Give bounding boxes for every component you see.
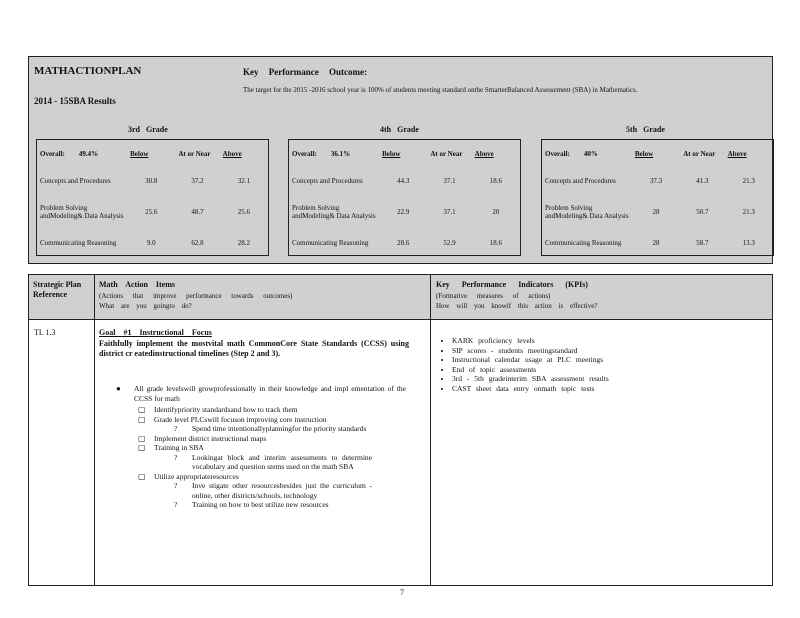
header-action-items: Math Action Items [99, 280, 175, 289]
value-cell: 37.1 [443, 177, 456, 185]
value-cell: 20 [492, 208, 500, 216]
circle-bullet-icon: ▢ [138, 433, 146, 443]
goal-text: Faithfully implement the mostvital math CommonCore State Standards (CCSS) using district cr eatedinstructional timelines (Step 2 and 3). [99, 339, 409, 358]
goal-title: Goal #1 Instructional Focus [99, 328, 212, 337]
bullet-dot-icon: ● [116, 384, 121, 393]
kpi-item: • SIP scores - students meetingstandard [452, 346, 740, 356]
header-action-sub2: What are you goingto do? [99, 302, 192, 310]
action-subitem-text: Inve stigate other resourcesbesides just the curriculum - online, other districts/schools, technology [192, 481, 372, 500]
column-header: At or Near [683, 150, 716, 158]
row-label: Communicating Reasoning [292, 239, 369, 247]
table-row [37, 230, 268, 256]
value-cell: 25.6 [237, 208, 250, 216]
table-row [37, 168, 268, 194]
circle-bullet-icon: ▢ [138, 414, 146, 424]
overall-cell [37, 140, 127, 168]
value-cell: 28.6 [397, 239, 410, 247]
page-number: 7 [400, 588, 404, 597]
action-subitem-text: Spend time intentionallyplanningfor the priority standards [192, 424, 367, 433]
header-kpi-sub2: How will you knowif this action is effective? [436, 302, 598, 310]
sub-bullet-icon: ? [174, 424, 178, 433]
results-subtitle: 2014 - 15SBA Results [34, 96, 116, 106]
value-cell: 52.9 [443, 239, 456, 247]
value-cell: 37.1 [443, 208, 456, 216]
kpi-item: • KARK proficiency levels [452, 336, 740, 346]
value-cell: 9.0 [146, 239, 156, 247]
action-item-text: Training in SBA [154, 443, 204, 452]
column-header: Above [727, 150, 747, 158]
action-subitem [154, 424, 416, 434]
value-cell: 22.9 [397, 208, 410, 216]
main-bullet-item [116, 384, 416, 403]
value-cell: 62.8 [191, 239, 204, 247]
value-cell: 30.8 [145, 177, 158, 185]
kpi-item: • 3rd - 5th gradeinterim SBA assessment results [452, 374, 740, 384]
overall-value: 40% [583, 150, 598, 158]
row-label: Problem Solving andModeling& Data Analysis [545, 204, 629, 220]
overall-cell [289, 140, 379, 168]
kpi-item: • CAST sheet data entry onmath topic tests [452, 384, 740, 394]
value-cell: 28 [652, 208, 660, 216]
overall-label: Overall: [40, 150, 65, 158]
grade-table [36, 139, 269, 256]
action-item-text: Identifypriority standardsand how to track them [154, 405, 298, 414]
circle-bullet-icon: ▢ [138, 471, 146, 481]
value-cell: 25.6 [145, 208, 158, 216]
grade-title: 4th Grade [380, 125, 419, 134]
row-label: Concepts and Procedures [292, 177, 363, 185]
row-label: Communicating Reasoning [545, 239, 622, 247]
action-item [138, 443, 416, 472]
kpi-item: • Instructional calendar usage at PLC meetings [452, 355, 740, 365]
column-header: Below [130, 150, 149, 158]
table-row [289, 168, 520, 194]
overall-value: 49.4% [78, 150, 99, 158]
grade-table [541, 139, 774, 256]
action-subitem [154, 500, 416, 510]
action-item [138, 434, 416, 444]
row-label: Problem Solving andModeling& Data Analysis [40, 204, 124, 220]
action-item-text: Utilize appropriateresources [154, 471, 239, 481]
action-item-text: Grade level PLCswill focuson improving core instruction [154, 414, 327, 424]
plan-title: MATHACTIONPLAN [34, 65, 142, 77]
action-list [116, 384, 416, 510]
header-strategic-ref: Strategic Plan Reference [33, 280, 82, 299]
grade-table [288, 139, 521, 256]
kpo-title: Key Performance Outcome: [243, 67, 367, 77]
grade-title: 3rd Grade [128, 125, 168, 134]
table-row [289, 230, 520, 256]
overall-value: 36.1% [330, 150, 351, 158]
value-cell: 28.2 [237, 239, 250, 247]
value-cell: 37.3 [649, 177, 663, 185]
value-cell: 21.3 [742, 208, 755, 216]
sub-bullet-icon: ? [174, 452, 178, 462]
row-label: Concepts and Procedures [545, 177, 616, 185]
column-header: Below [634, 150, 654, 158]
value-cell: 28 [652, 239, 660, 247]
overall-label: Overall: [292, 150, 317, 158]
main-bullet-text: All grade levelswill growprofessionally in their knowledge and impl ementation of the CCSS for math [134, 384, 406, 403]
table-row [542, 168, 773, 194]
value-cell: 58.7 [696, 239, 709, 247]
column-header: Above [222, 150, 242, 158]
overall-label: Overall: [545, 150, 570, 158]
value-cell: 37.2 [191, 177, 204, 185]
table-row [542, 194, 773, 230]
value-cell: 44.3 [397, 177, 410, 185]
kpi-item: • End of topic assessments [452, 365, 740, 375]
value-cell: 18.6 [489, 239, 502, 247]
row-label: Concepts and Procedures [40, 177, 111, 185]
action-subitem [154, 453, 416, 472]
action-subitem-text: Lookingat block and interim assessments to determine vocabulary and question stems used on the math SBA [192, 452, 372, 471]
circle-bullet-icon: ▢ [138, 405, 146, 414]
action-item [138, 472, 416, 510]
overall-cell [542, 140, 632, 168]
row-label: Problem Solving andModeling& Data Analysis [292, 204, 376, 220]
circle-bullet-icon: ▢ [138, 443, 146, 452]
strategic-ref: TL 1.3 [34, 328, 56, 337]
sub-bullet-icon: ? [174, 481, 178, 490]
action-subitem [154, 481, 416, 500]
column-header: At or Near [178, 150, 211, 158]
column-header: Above [474, 150, 494, 158]
action-subitem-text: Training on how to best utilize new resources [192, 500, 329, 509]
col-divider-1 [94, 275, 95, 585]
header-kpi-sub1: (Formative measures of actions) [436, 292, 551, 300]
value-cell: 21.3 [742, 177, 755, 185]
header-action-sub1: (Actions that improve performance towards outcomes) [99, 292, 293, 300]
sub-bullet-icon: ? [174, 500, 178, 509]
header-kpi: Key Performance Indicators (KPIs) [436, 280, 588, 289]
action-item [138, 405, 416, 415]
grade-title: 5th Grade [626, 125, 665, 134]
kpi-list [440, 336, 740, 393]
table-row [289, 194, 520, 230]
value-cell: 50.7 [696, 208, 709, 216]
row-label: Communicating Reasoning [40, 239, 117, 247]
kpo-text: The target for the 2015 -2016 school year is 100% of students meeting standard onthe SmarterBalanced Assessement (SBA) in Mathematics. [243, 86, 638, 94]
value-cell: 13.3 [742, 239, 755, 247]
table-row [542, 230, 773, 256]
table-row [37, 194, 268, 230]
value-cell: 41.3 [696, 177, 709, 185]
action-item-text: Implement district instructional maps [154, 433, 267, 443]
column-header: Below [382, 150, 401, 158]
value-cell: 18.6 [489, 177, 502, 185]
action-item [138, 415, 416, 434]
col-divider-2 [430, 275, 431, 585]
column-header: At or Near [430, 150, 463, 158]
value-cell: 48.7 [191, 208, 204, 216]
value-cell: 32.1 [237, 177, 250, 185]
